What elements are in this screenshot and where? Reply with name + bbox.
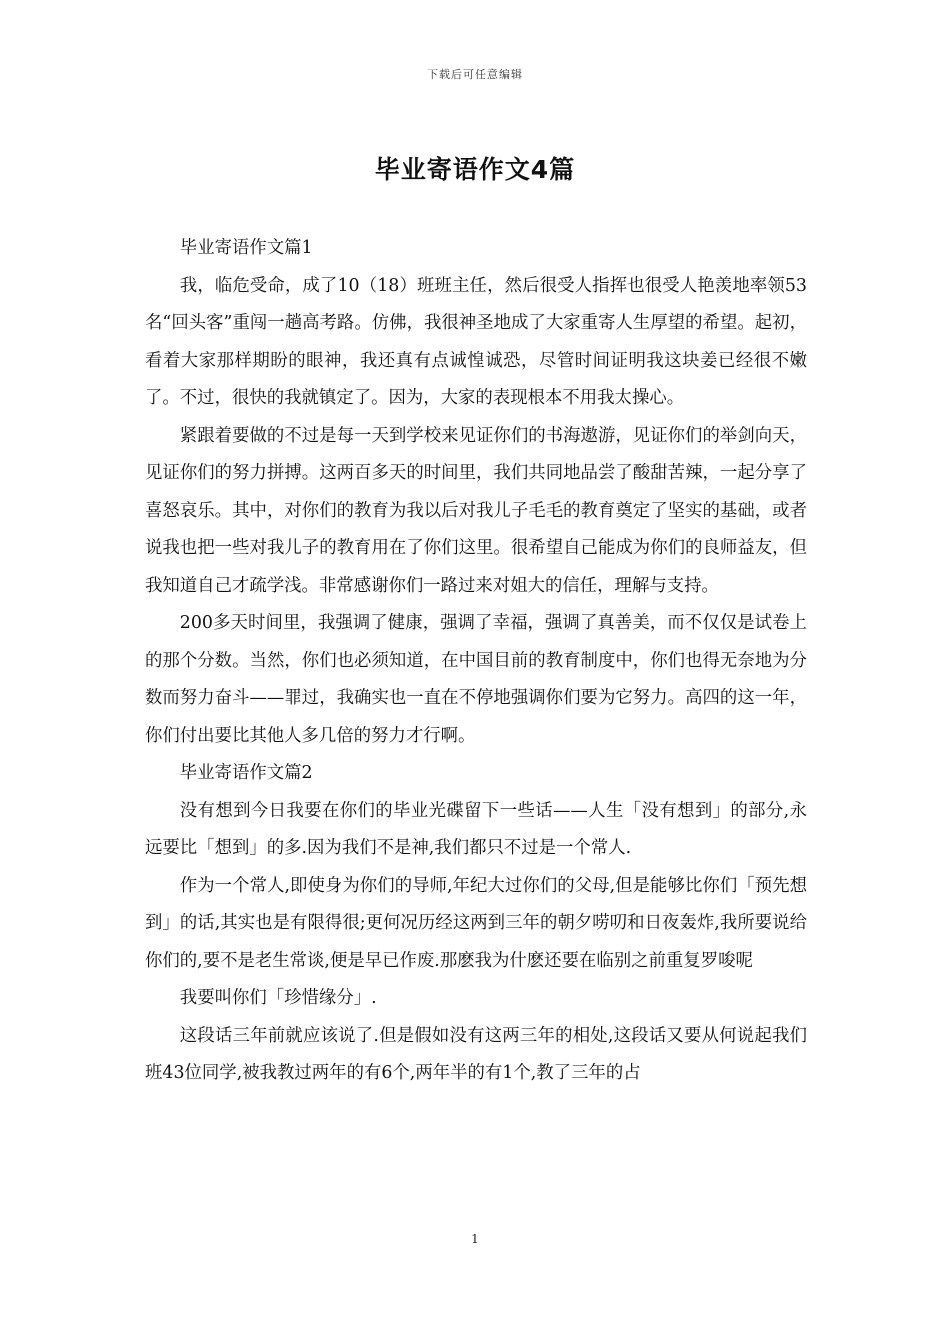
document-title: 毕业寄语作文4篇 <box>374 155 576 184</box>
paragraph: 我要叫你们「珍惜缘分」. <box>179 988 377 1008</box>
paragraph: 这段话三年前就应该说了.但是假如没有这两三年的相处,这段话又要从何说起我们班43位同学,被我教过两年的有6个,两年半的有1个,教了三年的占 <box>145 1025 807 1083</box>
paragraph: 没有想到今日我要在你们的毕业光碟留下一些话——人生「没有想到」的部分,永远要比「想到」的多.因为我们不是神,我们都只不过是一个常人. <box>145 800 807 858</box>
paragraph: 紧跟着要做的不过是每一天到学校来见证你们的书海遨游，见证你们的举剑向天，见证你们的努力拼搏。这两百多天的时间里，我们共同地品尝了酸甜苦辣，一起分享了喜怒哀乐。其中，对你们的教育为我以后对我儿子毛毛的教育奠定了坚实的基础，或者说我也把一些对我儿子的教育用在了你们这里。很希望自己能成为你们的良师益友，但我知道自己才疏学浅。非常感谢你们一路过来对姐大的信任，理解与支持。 <box>145 425 807 596</box>
section-heading-2: 毕业寄语作文篇2 <box>179 763 313 783</box>
paragraph: 我，临危受命，成了10（18）班班主任，然后很受人指挥也很受人艳羡地率领53名“回头客”重闯一趟高考路。仿佛，我很神圣地成了大家重寄人生厚望的希望。起初，看着大家那样期盼的眼神，我还真有点诚惶诚恐，尽管时间证明我这块姜已经很不嫩了。不过，很快的我就镇定了。因为，大家的表现根本不用我太操心。 <box>145 275 807 408</box>
section-heading-1: 毕业寄语作文篇1 <box>179 238 313 258</box>
header-note: 下载后可任意编辑 <box>427 68 523 81</box>
document-body <box>145 230 807 1093</box>
page-number: 1 <box>471 1232 479 1246</box>
paragraph: 作为一个常人,即使身为你们的导师,年纪大过你们的父母,但是能够比你们「预先想到」的话,其实也是有限得很;更何况历经这两到三年的朝夕唠叨和日夜轰炸,我所要说给你们的,要不是老生常谈,便是早已作废.那麽我为什麽还要在临别之前重复罗唆呢 <box>145 875 807 971</box>
paragraph: 200多天时间里，我强调了健康，强调了幸福，强调了真善美，而不仅仅是试卷上的那个分数。当然，你们也必须知道，在中国目前的教育制度中，你们也得无奈地为分数而努力奋斗——罪过，我确实也一直在不停地强调你们要为它努力。高四的这一年，你们付出要比其他人多几倍的努力才行啊。 <box>145 613 807 746</box>
